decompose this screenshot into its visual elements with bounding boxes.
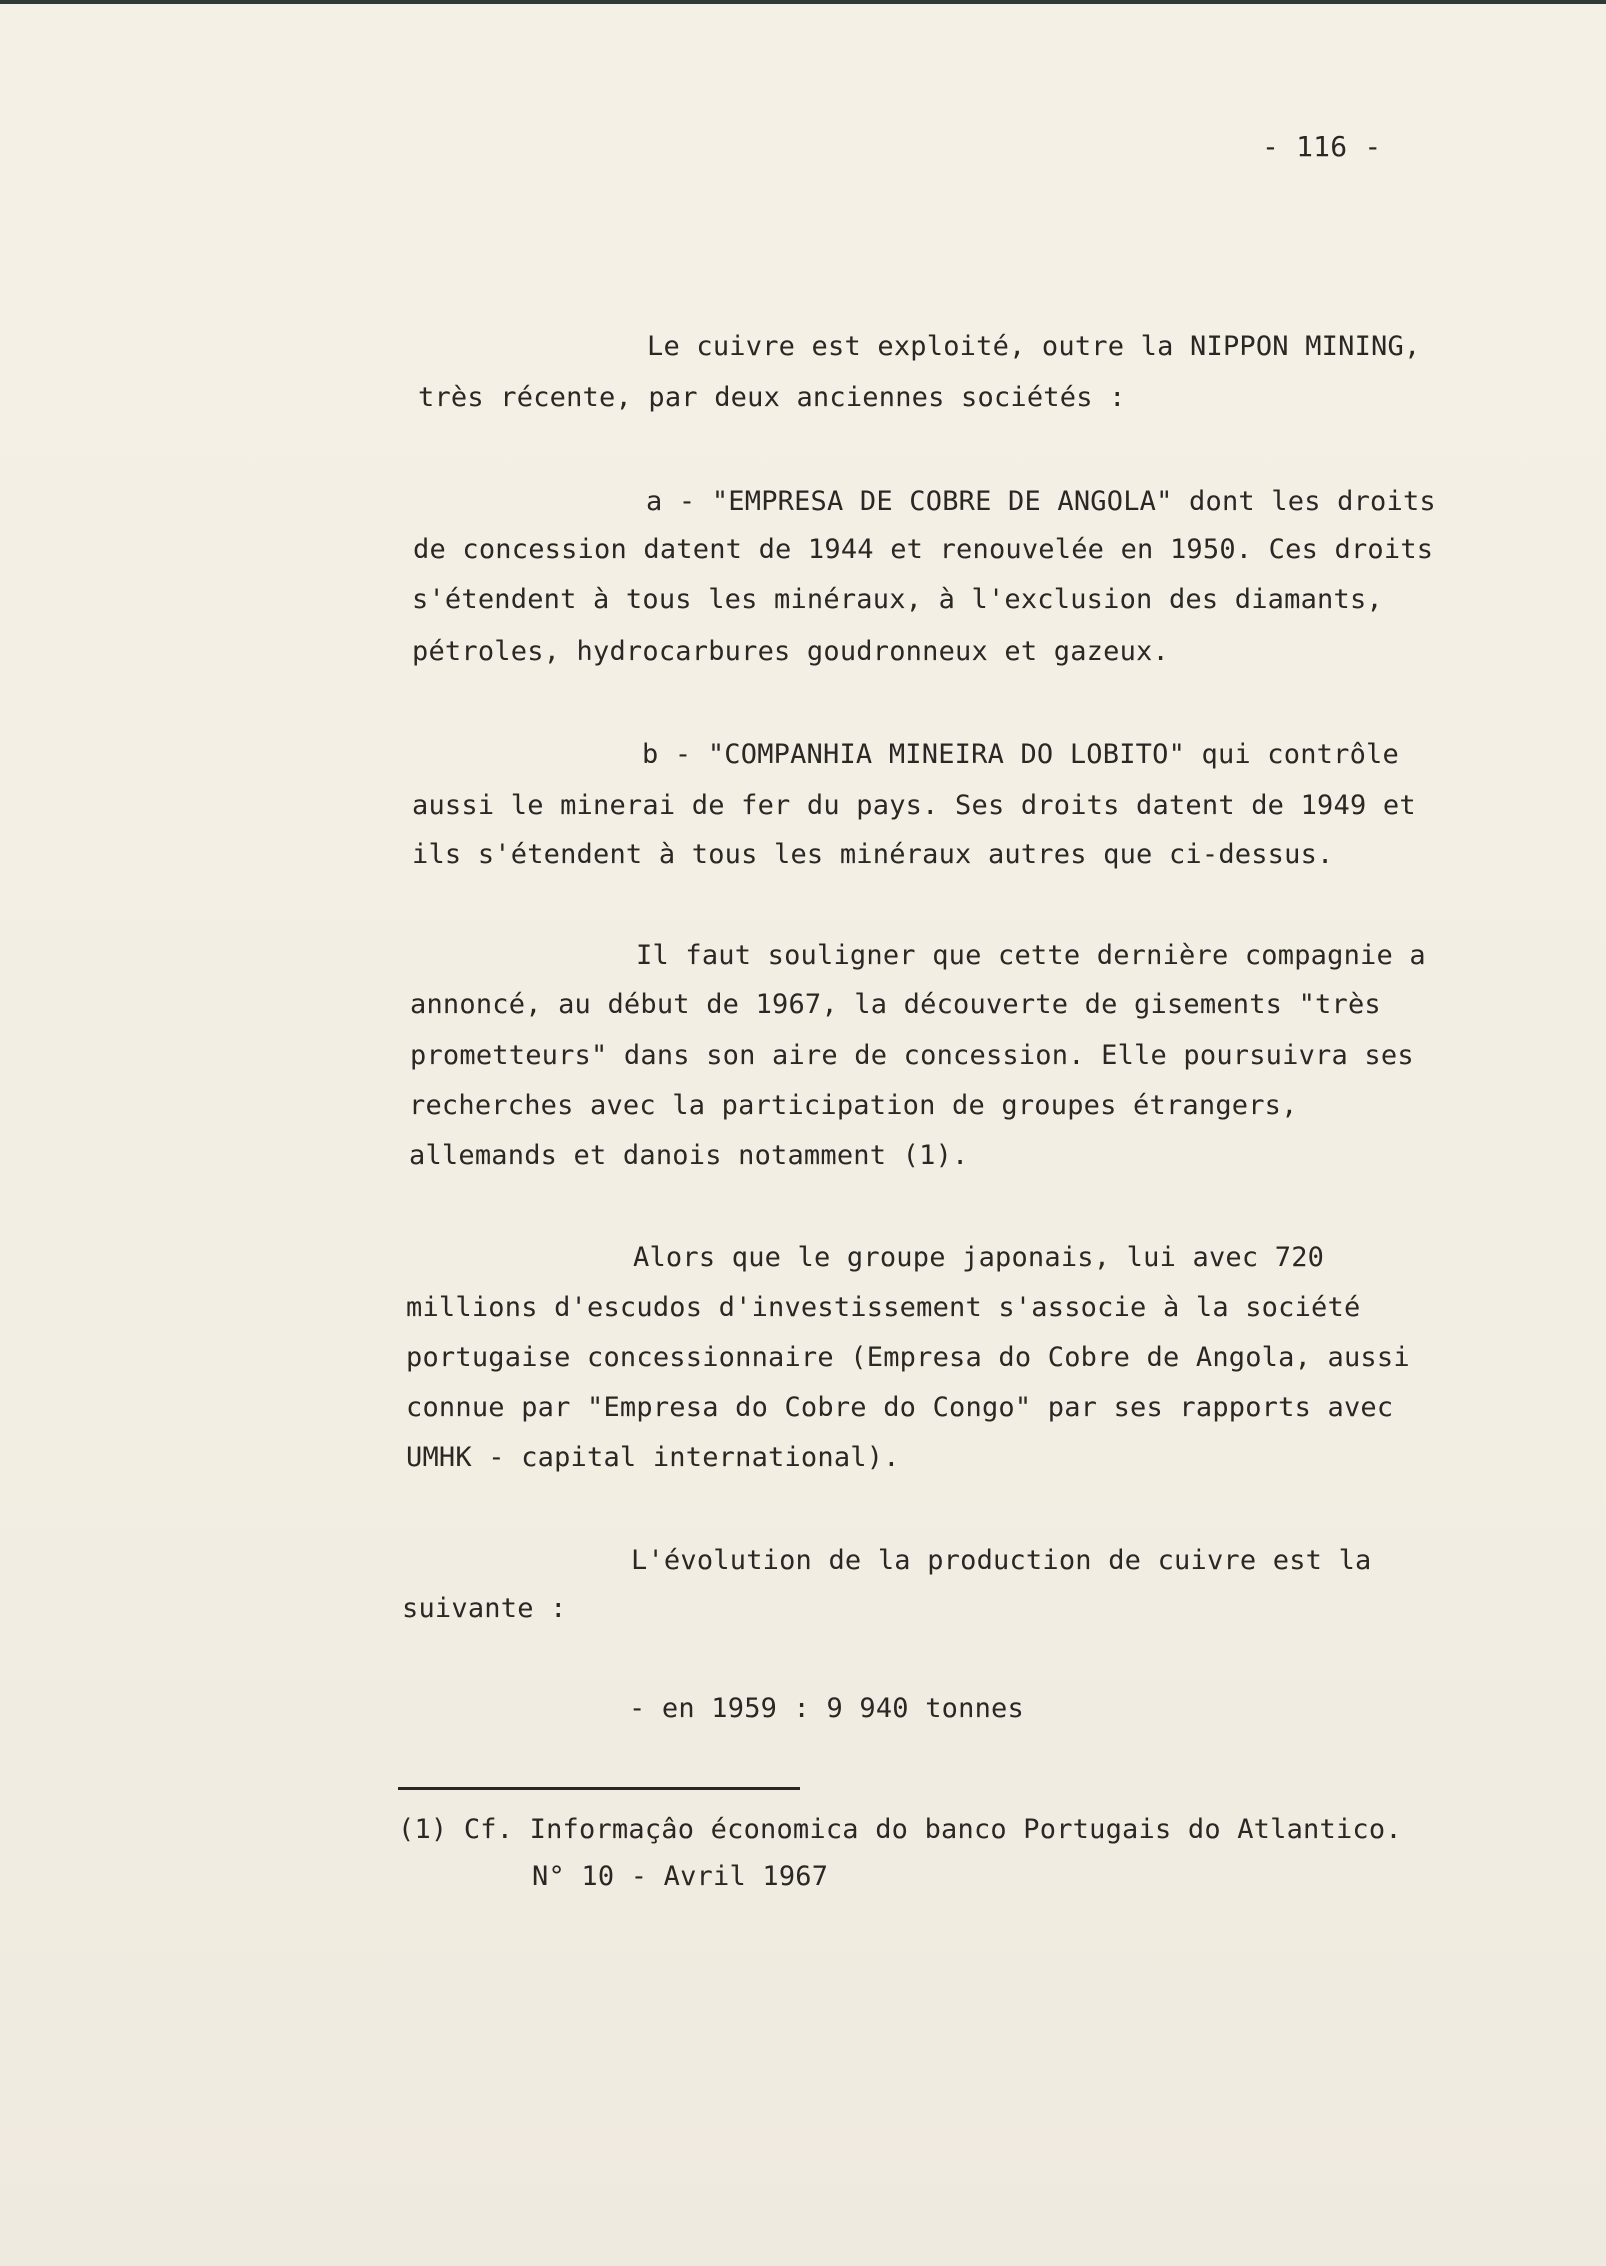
paragraph-6-line-2: suivante : [402,1593,567,1624]
paragraph-5-line-4: connue par "Empresa do Cobre do Congo" par ses rapports avec [406,1392,1394,1423]
paragraph-3-line-3: ils s'étendent à tous les minéraux autres que ci-dessus. [412,839,1334,870]
paragraph-6-line-1: L'évolution de la production de cuivre est la [631,1545,1372,1576]
footnote-divider [398,1787,800,1790]
paragraph-2-line-3: s'étendent à tous les minéraux, à l'exclusion des diamants, [412,584,1383,615]
paragraph-5-line-1: Alors que le groupe japonais, lui avec 720 [633,1242,1325,1273]
footnote-line-1: (1) Cf. Informaçâo économica do banco Portugais do Atlantico. [398,1814,1402,1845]
paragraph-4-line-3: prometteurs" dans son aire de concession. Elle poursuivra ses [410,1040,1414,1071]
paragraph-5-line-3: portugaise concessionnaire (Empresa do Cobre de Angola, aussi [406,1342,1410,1373]
paragraph-3-line-2: aussi le minerai de fer du pays. Ses droits datent de 1949 et [412,790,1416,821]
paragraph-4-line-4: recherches avec la participation de groupes étrangers, [409,1090,1298,1121]
paragraph-3-line-1: b - "COMPANHIA MINEIRA DO LOBITO" qui contrôle [642,739,1399,770]
paragraph-5-line-2: millions d'escudos d'investissement s'associe à la société [406,1292,1361,1323]
paragraph-2-line-4: pétroles, hydrocarbures goudronneux et gazeux. [412,636,1169,667]
page-top-edge [0,0,1606,4]
paragraph-4-line-2: annoncé, au début de 1967, la découverte de gisements "très [410,989,1381,1020]
production-list-item: - en 1959 : 9 940 tonnes [629,1693,1024,1724]
paragraph-1-line-2: très récente, par deux anciennes sociétés : [418,382,1126,413]
paragraph-1-line-1: Le cuivre est exploité, outre la NIPPON MINING, [647,331,1421,362]
paragraph-4-line-5: allemands et danois notamment (1). [409,1140,969,1171]
footnote-line-2: N° 10 - Avril 1967 [532,1861,829,1892]
paragraph-4-line-1: Il faut souligner que cette dernière compagnie a [636,940,1426,971]
page-number: - 116 - [1262,130,1382,163]
paragraph-2-line-1: a - "EMPRESA DE COBRE DE ANGOLA" dont les droits [646,486,1436,517]
paragraph-2-line-2: de concession datent de 1944 et renouvelée en 1950. Ces droits [413,534,1434,565]
paragraph-5-line-5: UMHK - capital international). [406,1442,900,1473]
